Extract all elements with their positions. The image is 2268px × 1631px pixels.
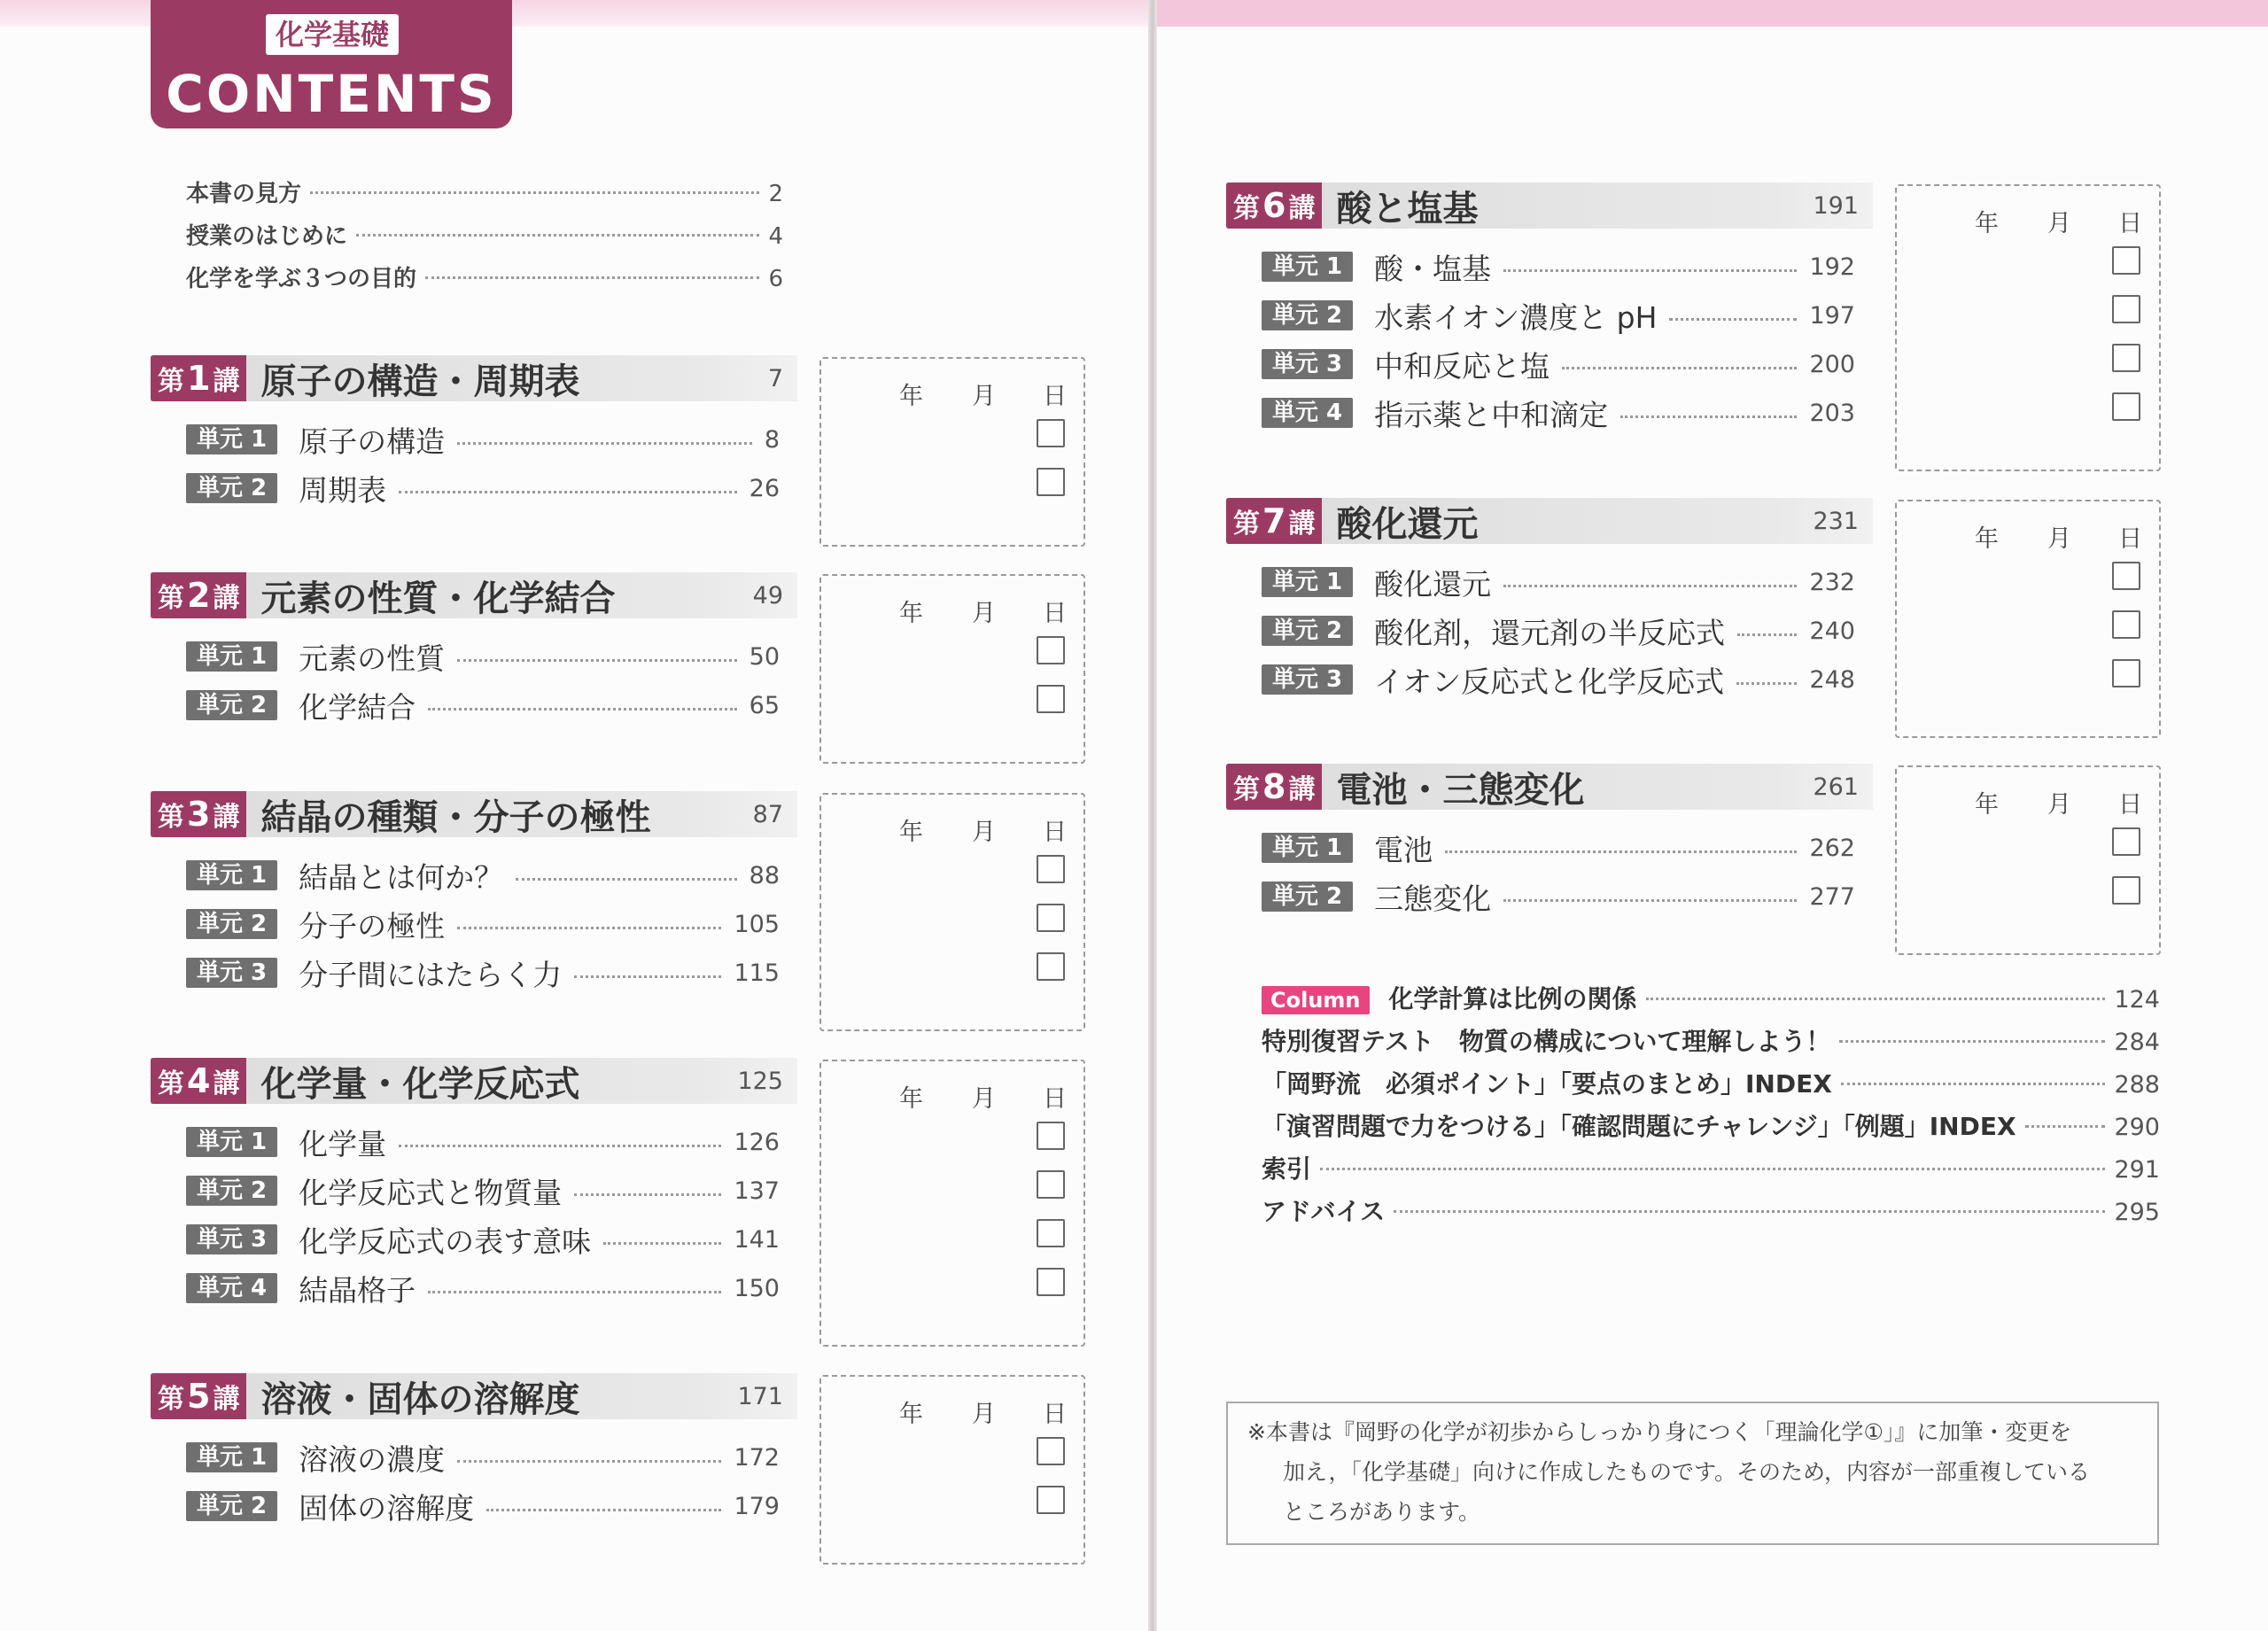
progress-header-month: 月 <box>972 1085 996 1113</box>
checkbox[interactable] <box>2112 562 2140 590</box>
unit-page: 8 <box>764 425 780 454</box>
unit-label: 周期表 <box>299 472 387 508</box>
note-line: ところがあります。 <box>1283 1499 1481 1525</box>
progress-header-month: 月 <box>2047 525 2071 553</box>
unit-row[interactable] <box>1262 298 1855 333</box>
unit-label: 指示薬と中和滴定 <box>1374 397 1609 432</box>
unit-label: 化学量 <box>299 1126 387 1161</box>
unit-tag: 単元 2 <box>1262 300 1353 330</box>
progress-box <box>819 357 1085 547</box>
unit-page: 203 <box>1809 399 1855 427</box>
unit-tag: 単元 2 <box>1262 616 1353 646</box>
unit-tag: 単元 4 <box>186 1273 277 1303</box>
unit-row[interactable] <box>186 955 780 990</box>
leader-dots <box>1620 416 1797 418</box>
toc-label: 特別復習テスト 物質の構成について理解しよう！ <box>1262 1027 1831 1056</box>
toc-page: 124 <box>2114 986 2160 1014</box>
leader-dots <box>425 276 759 279</box>
unit-label: イオン反応式と化学反応式 <box>1374 664 1725 699</box>
leader-dots <box>1394 1210 2105 1213</box>
checkbox[interactable] <box>2112 392 2140 421</box>
page-title: CONTENTS <box>166 64 497 124</box>
progress-box <box>819 793 1085 1031</box>
checkbox[interactable] <box>1037 1268 1065 1296</box>
lecture-title: 化学量・化学反応式 <box>260 1063 580 1105</box>
lecture-header[interactable] <box>151 1373 797 1419</box>
toc-label: 索引 <box>1262 1154 1312 1184</box>
lecture-page: 261 <box>1813 773 1859 801</box>
toc-page: 284 <box>2114 1029 2160 1056</box>
unit-page: 141 <box>734 1225 780 1254</box>
leader-dots <box>1841 1083 2106 1085</box>
unit-tag: 単元 1 <box>1262 252 1353 282</box>
lecture-prefix: 第 <box>158 1384 184 1415</box>
unit-page: 126 <box>734 1128 780 1156</box>
unit-tag: 単元 1 <box>186 424 277 454</box>
lecture-suffix: 講 <box>213 366 240 397</box>
checkbox[interactable] <box>2112 659 2140 687</box>
unit-label: 化学反応式と物質量 <box>299 1175 563 1210</box>
lecture-suffix: 講 <box>213 1384 240 1415</box>
unit-tag: 単元 1 <box>186 1442 277 1472</box>
lecture-title: 電池・三態変化 <box>1336 769 1585 811</box>
lecture-prefix: 第 <box>1233 774 1260 805</box>
progress-box <box>1895 184 2161 471</box>
progress-header-year: 年 <box>1975 791 1999 819</box>
contents-title-badge <box>151 0 512 128</box>
progress-header-year: 年 <box>1975 525 1999 553</box>
checkbox[interactable] <box>1037 468 1065 496</box>
progress-header-month: 月 <box>972 383 996 410</box>
unit-label: 化学結合 <box>299 689 416 725</box>
leader-dots <box>428 708 736 711</box>
unit-label: 化学反応式の表す意味 <box>299 1223 592 1259</box>
unit-page: 277 <box>1809 882 1855 911</box>
progress-header-day: 日 <box>1043 600 1067 627</box>
unit-page: 240 <box>1809 617 1855 645</box>
toc-page: 291 <box>2114 1156 2160 1184</box>
leader-dots <box>1503 585 1797 587</box>
leader-dots <box>1737 633 1797 636</box>
unit-row[interactable] <box>1262 249 1855 284</box>
checkbox[interactable] <box>1037 1437 1065 1465</box>
progress-box <box>819 1375 1085 1565</box>
checkbox[interactable] <box>1037 855 1065 883</box>
checkbox[interactable] <box>1037 685 1065 713</box>
lecture-header[interactable] <box>1226 183 1873 229</box>
toc-page: 4 <box>768 223 783 250</box>
lecture-number: 7 <box>1262 501 1286 540</box>
leader-dots <box>516 878 736 881</box>
lecture-title: 溶液・固体の溶解度 <box>260 1379 580 1420</box>
leader-dots <box>1445 850 1797 853</box>
unit-label: 元素の性質 <box>299 641 446 676</box>
lecture-header[interactable] <box>151 572 797 618</box>
leader-dots <box>1736 682 1797 685</box>
lecture-page: 231 <box>1813 507 1859 535</box>
lecture-number-badge <box>151 1373 246 1419</box>
toc-label: 授業のはじめに <box>186 223 348 250</box>
unit-tag: 単元 2 <box>186 1491 277 1521</box>
unit-page: 150 <box>734 1274 780 1302</box>
leader-dots <box>1562 367 1797 369</box>
lecture-number-badge <box>1226 498 1322 544</box>
checkbox[interactable] <box>2112 344 2140 372</box>
unit-page: 200 <box>1809 350 1855 378</box>
unit-page: 88 <box>749 861 780 889</box>
unit-tag: 単元 1 <box>1262 833 1353 863</box>
checkbox[interactable] <box>2112 827 2140 856</box>
progress-box <box>819 574 1085 764</box>
toc-intro-item[interactable] <box>186 175 783 208</box>
unit-page: 248 <box>1809 665 1855 694</box>
unit-row[interactable] <box>186 1488 780 1524</box>
checkbox[interactable] <box>1037 1170 1065 1199</box>
unit-tag: 単元 1 <box>186 641 277 672</box>
lecture-suffix: 講 <box>213 1068 240 1099</box>
lecture-number: 3 <box>187 795 211 834</box>
toc-extra-item[interactable] <box>1262 1150 2160 1185</box>
unit-label: 溶液の濃度 <box>299 1441 446 1477</box>
progress-header-month: 月 <box>2047 791 2071 819</box>
unit-label: 電池 <box>1374 832 1433 867</box>
unit-label: 中和反応と塩 <box>1374 348 1550 384</box>
unit-page: 262 <box>1809 834 1855 862</box>
lecture-title: 酸と塩基 <box>1336 188 1479 229</box>
progress-header-day: 日 <box>1043 819 1067 846</box>
lecture-page: 49 <box>752 581 783 610</box>
unit-tag: 単元 3 <box>1262 664 1353 695</box>
toc-page: 290 <box>2114 1114 2160 1141</box>
toc-intro-item[interactable] <box>186 218 783 251</box>
unit-tag: 単元 2 <box>186 690 277 720</box>
unit-tag: 単元 3 <box>1262 349 1353 379</box>
progress-header-month: 月 <box>2047 210 2071 237</box>
unit-row[interactable] <box>1262 879 1855 914</box>
leader-dots <box>1503 899 1797 902</box>
leader-dots <box>457 927 721 929</box>
unit-row[interactable] <box>186 1270 780 1306</box>
unit-row[interactable] <box>186 1173 780 1208</box>
unit-label: 水素イオン濃度と pH <box>1374 299 1658 335</box>
lecture-title: 元素の性質・化学結合 <box>260 578 616 619</box>
toc-label: 「演習問題で力をつける」「確認問題にチャレンジ」「例題」INDEX <box>1262 1112 2016 1141</box>
toc-label: 化学を学ぶ３つの目的 <box>186 266 417 292</box>
unit-tag: 単元 1 <box>1262 567 1353 597</box>
lecture-suffix: 講 <box>1288 509 1316 540</box>
book-gutter <box>1148 0 1157 1631</box>
lecture-page: 7 <box>767 364 783 392</box>
lecture-number: 1 <box>187 359 211 398</box>
lecture-title: 結晶の種類・分子の極性 <box>260 796 651 838</box>
progress-header-day: 日 <box>1043 383 1067 410</box>
leader-dots <box>486 1509 721 1511</box>
unit-label: 三態変化 <box>1374 881 1492 916</box>
note-line: 加え，「化学基礎」向けに作成したものです。そのため，内容が一部重複している <box>1283 1459 2091 1485</box>
lecture-prefix: 第 <box>1233 509 1260 540</box>
lecture-number-badge <box>151 1058 246 1104</box>
unit-tag: 単元 1 <box>186 1127 277 1157</box>
unit-row[interactable] <box>186 906 780 942</box>
leader-dots <box>603 1242 721 1245</box>
leader-dots <box>1320 1168 2105 1170</box>
note-box <box>1226 1402 2159 1545</box>
progress-box <box>819 1060 1085 1347</box>
lecture-page: 171 <box>737 1382 783 1410</box>
leader-dots <box>1503 269 1797 272</box>
lecture-number-badge <box>1226 183 1322 229</box>
checkbox[interactable] <box>1037 1486 1065 1514</box>
unit-page: 172 <box>734 1443 780 1472</box>
unit-label: 酸・塩基 <box>1374 251 1492 286</box>
unit-label: 原子の構造 <box>299 423 446 459</box>
unit-row[interactable] <box>1262 564 1855 600</box>
unit-row[interactable] <box>186 858 780 893</box>
column-tag: Column <box>1262 986 1370 1014</box>
lecture-page: 87 <box>752 800 783 828</box>
leader-dots <box>457 1460 721 1463</box>
unit-page: 197 <box>1809 301 1855 330</box>
unit-row[interactable] <box>186 687 780 723</box>
lecture-header[interactable] <box>1226 498 1873 544</box>
lecture-number: 6 <box>1262 186 1286 225</box>
unit-page: 26 <box>749 474 780 502</box>
lecture-number-badge <box>151 355 246 401</box>
leader-dots <box>457 442 752 445</box>
unit-label: 酸化剤，還元剤の半反応式 <box>1374 615 1726 650</box>
toc-page: 2 <box>768 181 783 207</box>
lecture-number: 5 <box>187 1377 211 1416</box>
toc-extra-item[interactable] <box>1262 1022 2160 1058</box>
leader-dots <box>574 1193 721 1196</box>
unit-tag: 単元 4 <box>1262 398 1353 428</box>
lecture-prefix: 第 <box>1233 193 1260 224</box>
unit-tag: 単元 2 <box>186 909 277 939</box>
unit-page: 50 <box>749 642 780 671</box>
progress-header-month: 月 <box>972 1401 996 1428</box>
toc-intro-item[interactable] <box>186 260 783 293</box>
unit-page: 192 <box>1809 252 1855 281</box>
progress-box <box>1895 500 2161 738</box>
checkbox[interactable] <box>1037 1219 1065 1247</box>
lecture-prefix: 第 <box>158 366 184 397</box>
unit-row[interactable] <box>186 1124 780 1160</box>
toc-extra-item[interactable] <box>1262 980 2160 1015</box>
toc-page: 288 <box>2114 1071 2160 1099</box>
subject-label: 化学基礎 <box>266 14 399 55</box>
lecture-prefix: 第 <box>158 1068 184 1099</box>
toc-extra-item[interactable] <box>1262 1107 2160 1143</box>
lecture-number: 4 <box>187 1061 211 1100</box>
unit-row[interactable] <box>1262 395 1855 431</box>
leader-dots <box>310 191 759 194</box>
checkbox[interactable] <box>1037 1122 1065 1150</box>
leader-dots <box>1669 318 1797 321</box>
toc-label: 化学計算は比例の関係 <box>1388 984 1637 1014</box>
unit-row[interactable] <box>1262 346 1855 382</box>
lecture-suffix: 講 <box>213 583 240 614</box>
lecture-number: 8 <box>1262 767 1286 806</box>
checkbox[interactable] <box>2112 246 2140 275</box>
toc-page: 6 <box>768 266 783 292</box>
lecture-header[interactable] <box>1226 764 1873 810</box>
unit-tag: 単元 3 <box>186 1224 277 1254</box>
lecture-header[interactable] <box>151 355 797 401</box>
progress-header-year: 年 <box>899 819 923 846</box>
checkbox[interactable] <box>2112 876 2140 905</box>
progress-header-year: 年 <box>899 1085 923 1113</box>
unit-tag: 単元 2 <box>1262 882 1353 912</box>
unit-page: 65 <box>749 691 780 719</box>
unit-page: 232 <box>1809 568 1855 596</box>
right-page-top-band <box>1157 0 2268 27</box>
checkbox[interactable] <box>1037 419 1065 447</box>
lecture-page: 125 <box>737 1067 783 1095</box>
progress-header-month: 月 <box>972 600 996 627</box>
checkbox[interactable] <box>1037 904 1065 932</box>
lecture-number-badge <box>1226 764 1322 810</box>
lecture-suffix: 講 <box>1288 193 1316 224</box>
unit-row[interactable] <box>186 1222 780 1257</box>
progress-header-year: 年 <box>899 1401 923 1428</box>
leader-dots <box>1839 1040 2105 1043</box>
progress-header-day: 日 <box>2118 210 2142 237</box>
checkbox[interactable] <box>1037 952 1065 981</box>
lecture-title: 原子の構造・周期表 <box>260 361 580 402</box>
unit-page: 105 <box>734 910 780 938</box>
unit-row[interactable] <box>1262 613 1855 649</box>
toc-page: 295 <box>2114 1199 2160 1226</box>
checkbox[interactable] <box>2112 610 2140 639</box>
toc-label: 「岡野流 必須ポイント」「要点のまとめ」INDEX <box>1262 1069 1832 1099</box>
progress-header-year: 年 <box>899 600 923 627</box>
unit-tag: 単元 2 <box>186 473 277 503</box>
lecture-page: 191 <box>1813 191 1859 220</box>
progress-header-day: 日 <box>1043 1401 1067 1428</box>
unit-label: 分子間にはたらく力 <box>299 957 563 992</box>
unit-tag: 単元 2 <box>186 1176 277 1206</box>
unit-row[interactable] <box>186 422 780 457</box>
leader-dots <box>428 1291 721 1293</box>
progress-box <box>1895 765 2161 955</box>
unit-label: 酸化還元 <box>1374 566 1492 602</box>
toc-label: アドバイス <box>1262 1197 1386 1226</box>
lecture-suffix: 講 <box>213 802 240 833</box>
unit-page: 115 <box>734 959 780 987</box>
toc-extra-item[interactable] <box>1262 1192 2160 1228</box>
leader-dots <box>1646 998 2106 1000</box>
unit-label: 分子の極性 <box>299 908 446 944</box>
lecture-suffix: 講 <box>1288 774 1316 805</box>
lecture-number-badge <box>151 572 246 618</box>
toc-label: 本書の見方 <box>186 181 302 207</box>
lecture-prefix: 第 <box>158 802 184 833</box>
progress-header-year: 年 <box>899 383 923 410</box>
unit-label: 結晶格子 <box>299 1272 416 1308</box>
lecture-number-badge <box>151 791 246 837</box>
lecture-prefix: 第 <box>158 583 184 614</box>
note-line: ※本書は『岡野の化学が初歩からしっかり身につく「理論化学①」』に加筆・変更を <box>1247 1419 2072 1445</box>
lecture-number: 2 <box>187 576 211 615</box>
unit-label: 固体の溶解度 <box>299 1490 475 1526</box>
leader-dots <box>574 975 721 978</box>
progress-header-day: 日 <box>2118 525 2142 553</box>
unit-row[interactable] <box>186 1440 780 1475</box>
unit-row[interactable] <box>186 639 780 674</box>
checkbox[interactable] <box>1037 636 1065 664</box>
progress-header-month: 月 <box>972 819 996 846</box>
unit-row[interactable] <box>1262 830 1855 866</box>
checkbox[interactable] <box>2112 295 2140 323</box>
unit-page: 137 <box>734 1177 780 1205</box>
lecture-header[interactable] <box>151 1058 797 1104</box>
lecture-header[interactable] <box>151 791 797 837</box>
progress-header-day: 日 <box>1043 1085 1067 1113</box>
progress-header-year: 年 <box>1975 210 1999 237</box>
unit-label: 結晶とは何か？ <box>299 859 504 895</box>
unit-tag: 単元 1 <box>186 860 277 890</box>
lecture-title: 酸化還元 <box>1336 503 1479 545</box>
unit-tag: 単元 3 <box>186 958 277 988</box>
leader-dots <box>399 1145 721 1147</box>
progress-header-day: 日 <box>2118 791 2142 819</box>
toc-extra-item[interactable] <box>1262 1065 2160 1100</box>
leader-dots <box>2025 1125 2106 1128</box>
unit-page: 179 <box>734 1492 780 1520</box>
leader-dots <box>457 659 736 662</box>
unit-row[interactable] <box>186 470 780 506</box>
leader-dots <box>356 234 759 237</box>
unit-row[interactable] <box>1262 662 1855 697</box>
leader-dots <box>399 491 736 493</box>
